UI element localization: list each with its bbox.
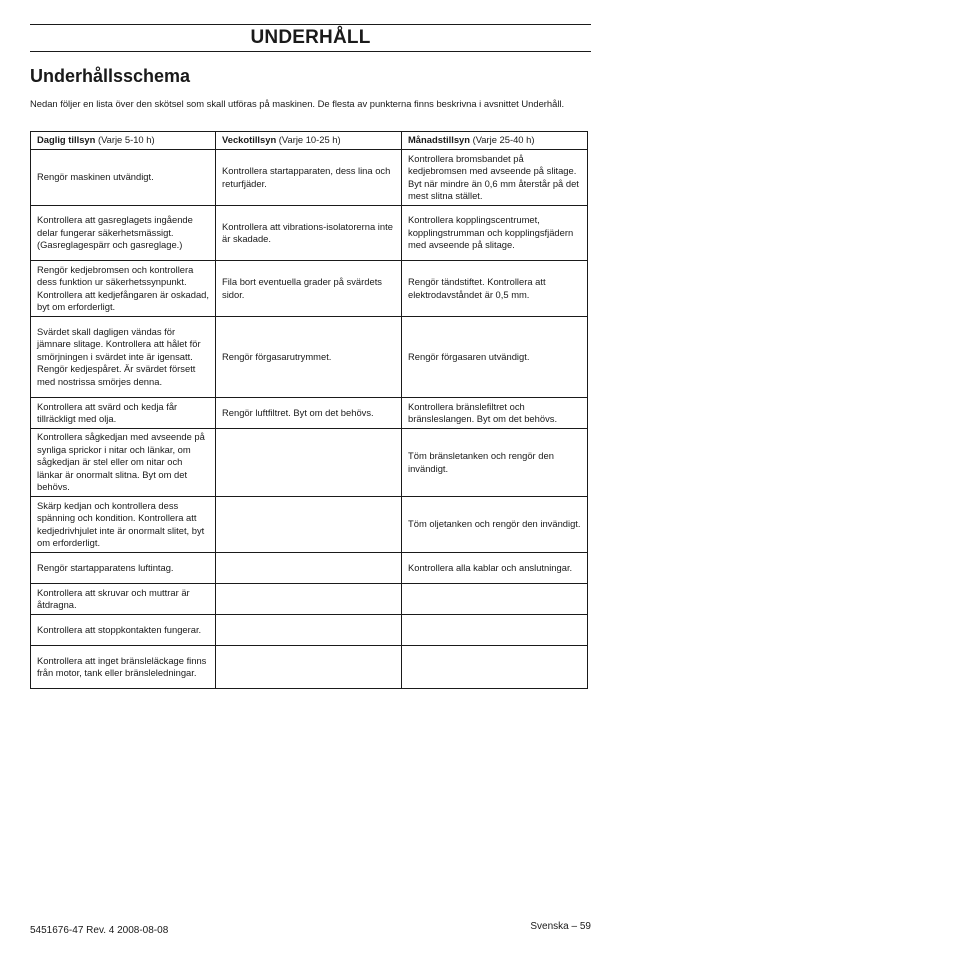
table-cell-weekly [216,584,402,615]
table-cell-monthly [402,615,588,646]
page-number: Svenska – 59 [530,921,591,932]
table-cell-monthly: Töm oljetanken och rengör den invändigt. [402,497,588,553]
table-row [31,584,588,615]
table-cell-monthly [402,584,588,615]
table-cell-daily: Rengör startapparatens luftintag. [31,553,216,584]
table-row [31,398,588,429]
table-cell-daily: Skärp kedjan och kontrollera dess spänning och kondition. Kontrollera att kedjedrivhjulet inte är onormalt slitet, byt om erforderligt. [31,497,216,553]
column-header-weekly: Veckotillsyn (Varje 10-25 h) [216,132,402,150]
table-row [31,206,588,261]
table-cell-daily: Rengör maskinen utvändigt. [31,150,216,206]
table-cell-monthly: Kontrollera kopplingscentrumet, kopplingstrumman och kopplingsfjädern med avseende på slitage. [402,206,588,261]
document-id: 5451676-47 Rev. 4 2008-08-08 [30,925,169,936]
table-row [31,261,588,317]
table-cell-weekly: Kontrollera startapparaten, dess lina och returfjäder. [216,150,402,206]
table-row [31,615,588,646]
chapter-title: UNDERHÅLL [250,27,371,48]
table-cell-monthly: Kontrollera bromsbandet på kedjebromsen med avseende på slitage. Byt när mindre än 0,6 mm återstår på det mest slitna stället. [402,150,588,206]
table-cell-monthly: Kontrollera alla kablar och anslutningar. [402,553,588,584]
table-cell-daily: Kontrollera att svärd och kedja får tillräckligt med olja. [31,398,216,429]
table-cell-weekly: Rengör luftfiltret. Byt om det behövs. [216,398,402,429]
section-title: Underhållsschema [30,66,191,86]
table-cell-weekly: Rengör förgasarutrymmet. [216,317,402,398]
table-cell-daily: Kontrollera att gasreglagets ingående delar fungerar säkerhetsmässigt. (Gasreglagespärr och gasreglage.) [31,206,216,261]
table-cell-daily: Kontrollera sågkedjan med avseende på synliga sprickor i nitar och länkar, om sågkedjan är stel eller om nitar och länkar är onormalt slitna. Byt om det behövs. [31,429,216,497]
table-row [31,429,588,497]
table-cell-weekly: Kontrollera att vibrations-isolatorerna inte är skadade. [216,206,402,261]
table-cell-weekly [216,497,402,553]
table-row [31,317,588,398]
table-cell-weekly: Fila bort eventuella grader på svärdets sidor. [216,261,402,317]
table-cell-monthly: Kontrollera bränslefiltret och bränsleslangen. Byt om det behövs. [402,398,588,429]
table-cell-daily: Kontrollera att stoppkontakten fungerar. [31,615,216,646]
table-cell-monthly: Töm bränsletanken och rengör den invändigt. [402,429,588,497]
table-cell-daily: Svärdet skall dagligen vändas för jämnare slitage. Kontrollera att hålet för smörjningen i svärdet inte är igensatt. Rengör kedjespåret. Är svärdet försett med nostrissa smörjes denna. [31,317,216,398]
chapter-header [30,24,591,52]
table-row [31,646,588,689]
column-header-daily: Daglig tillsyn (Varje 5-10 h) [31,132,216,150]
table-cell-weekly [216,429,402,497]
table-cell-weekly [216,646,402,689]
maintenance-schedule-table [30,131,588,689]
table-header-row [31,132,588,150]
table-cell-daily: Rengör kedjebromsen och kontrollera dess funktion ur säkerhetssynpunkt. Kontrollera att kedjefångaren är oskadad, byt om erforderligt. [31,261,216,317]
table-cell-daily: Kontrollera att skruvar och muttrar är åtdragna. [31,584,216,615]
table-row [31,553,588,584]
table-cell-monthly [402,646,588,689]
table-cell-weekly [216,553,402,584]
table-cell-monthly: Rengör förgasaren utvändigt. [402,317,588,398]
intro-paragraph: Nedan följer en lista över den skötsel som skall utföras på maskinen. De flesta av punkterna finns beskrivna i avsnittet Underhåll. [30,98,565,109]
table-cell-weekly [216,615,402,646]
table-cell-daily: Kontrollera att inget bränsleläckage finns från motor, tank eller bränsleledningar. [31,646,216,689]
table-cell-monthly: Rengör tändstiftet. Kontrollera att elektrodavståndet är 0,5 mm. [402,261,588,317]
table-row [31,150,588,206]
table-row [31,497,588,553]
column-header-monthly: Månadstillsyn (Varje 25-40 h) [402,132,588,150]
